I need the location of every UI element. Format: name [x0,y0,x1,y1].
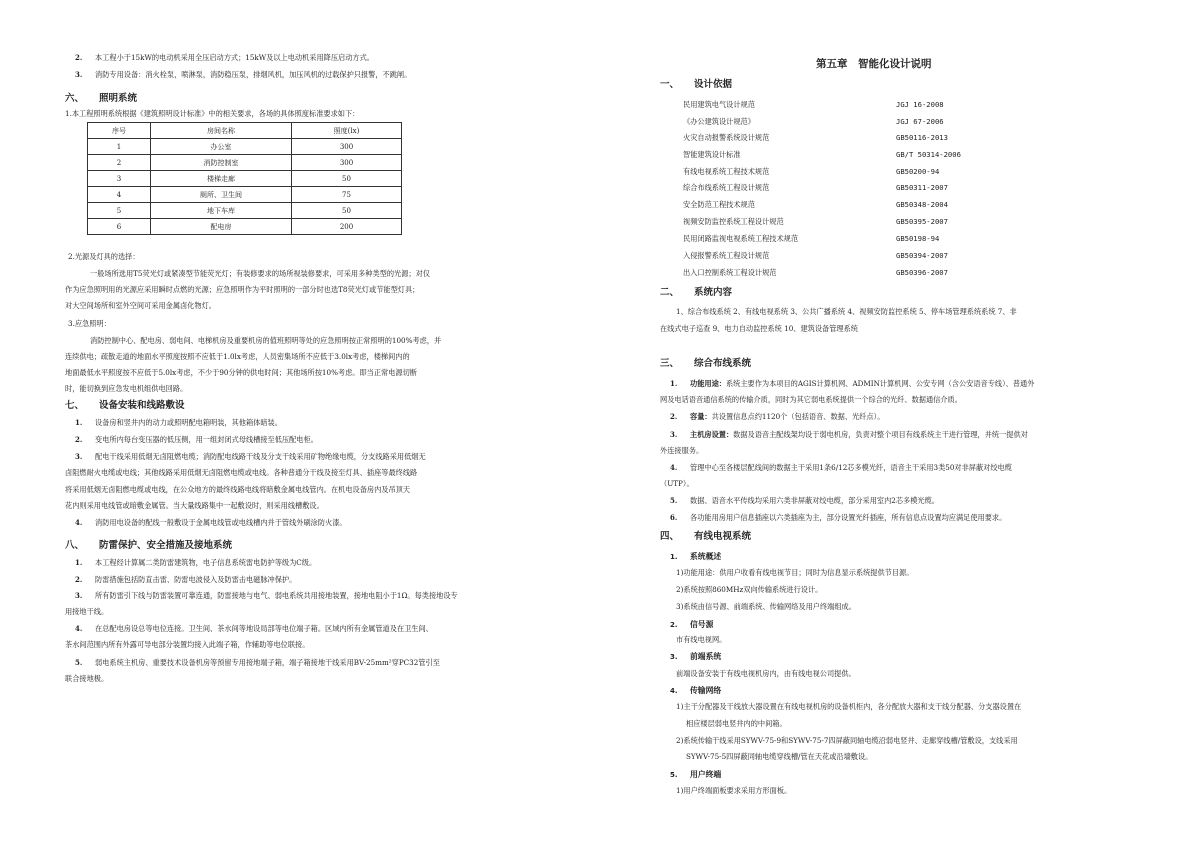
standard-code: JGJ 67-2006 [896,117,944,126]
standard-code: GB50311-2007 [896,183,948,192]
catv-line: 2)系统按照860MHz双向传输系统进行设计。 [676,585,823,594]
lighting-intro: 1.本工程照明系统根据《建筑照明设计标准》中的相关要求，各场的具体照度标准要求如下： [65,109,360,118]
emergency-line: 地面最低水平照度按不应低于5.0lx考虑，不少于90分钟的供电时间；其他场所按10%考虑。即当正常电源切断 [65,368,417,377]
lightning-item-line: 联合接地极。 [65,674,109,683]
section-heading-lighting: 六、 照明系统 [65,93,138,104]
table-cell: 4 [88,187,151,203]
catv-line: 2)系统传输干线采用SYWV-75-9和SYWV-75-7四屏蔽同轴电缆沿弱电竖井、走廊穿线槽/管敷设，支线采用 [676,736,1018,745]
catv-line: 3)系统由信号源、前端系统、传输网络及用户终端组成。 [676,602,856,611]
standard-name: 入侵报警系统工程设计规范 [683,251,770,260]
section-heading-cabling: 三、 综合布线系统 [660,358,752,369]
light-source-line: 对大空间场所和室外空间可采用金属卤化物灯。 [65,301,216,310]
section-heading-catv: 四、 有线电视系统 [660,531,752,542]
cabling-item: 4. 管理中心至各楼层配线间的数据主干采用1条6/12芯多模光纤，语音主干采用3类50对非屏蔽对绞电缆 [670,463,1012,472]
lightning-item-line: 茶水间范围内所有外露可导电部分装置均接入此端子箱，作辅助等电位联接。 [65,640,310,649]
standard-code: GB50200-94 [896,167,940,176]
catv-subheading: 1. 系统概述 [670,552,722,561]
catv-subheading: 2. 信号源 [670,620,714,629]
cabling-item-line: （UTP）。 [660,479,694,488]
table-cell: 300 [292,139,402,155]
table-header-row [88,123,402,139]
standard-code: GB50396-2007 [896,268,948,277]
section-heading-lightning: 八、 防雷保护、安全措施及接地系统 [65,540,233,551]
section-heading-basis: 一、 设计依据 [660,79,733,90]
motor-item-3: 3. 消防专用设备：消火栓泵，喷淋泵，消防稳压泵，排烟风机，加压风机的过载保护只报警，不跳闸。 [75,70,412,79]
table-row [88,155,402,171]
table-cell: 消防控制室 [151,155,292,171]
install-item-line: 花内则采用电线管或暗敷金属管。当大量线路集中一起敷设时，则采用线槽敷设。 [65,501,324,510]
catv-line: SYWV-75-5四屏蔽同轴电缆穿线槽/管在天花或沿墙敷设。 [686,752,873,761]
standard-name: 民用建筑电气设计规范 [683,100,755,109]
catv-line: 相应楼层弱电竖井内的中间箱。 [686,719,787,728]
catv-line: 前端设备安装于有线电视机房内，由有线电视公司提供。 [676,669,856,678]
standard-code: GB50395-2007 [896,217,948,226]
standard-name: 《办公建筑设计规范》 [683,117,755,126]
standard-name: 火灾自动报警系统设计规范 [683,133,770,142]
standard-name: 综合布线系统工程设计规范 [683,183,770,192]
illuminance-table [87,122,402,235]
cabling-item: 5. 数据、语音水平传线均采用六类非屏蔽对绞电缆，部分采用室内2芯多模光缆。 [670,496,939,505]
section-heading-system: 二、 系统内容 [660,287,733,298]
table-cell: 50 [292,203,402,219]
catv-subheading: 5. 用户终端 [670,770,722,779]
table-row [88,171,402,187]
install-item: 1. 设备房和竖井内的动力或照明配电箱明装，其他箱体暗装。 [75,418,282,427]
cabling-item-line: 网及电话语音通信系统的传输介质，同时为其它弱电系统提供一个综合的光纤、数据通信介质。 [660,395,962,404]
install-item: 3. 配电干线采用低烟无卤阻燃电缆；消防配电线路干线及分支干线采用矿物绝缘电缆，分支线路采用低烟无 [75,452,426,461]
cabling-item: 2. 容量：共设置信息点约1120个（包括语音、数据、光纤点）。 [670,412,885,421]
lightning-item: 2. 防雷措施包括防直击雷、防雷电波侵入及防雷击电磁脉冲保护。 [75,575,297,584]
system-content-line: 在线式电子巡查 9、电力自动监控系统 10、建筑设备管理系统 [660,324,858,333]
table-cell: 2 [88,155,151,171]
table-cell: 楼梯走廊 [151,171,292,187]
table-header-cell: 房间名称 [151,123,292,139]
lightning-item-line: 用接地干线。 [65,607,109,616]
table-cell: 300 [292,155,402,171]
table-cell: 配电房 [151,219,292,235]
table-row [88,203,402,219]
table-header-cell: 序号 [88,123,151,139]
light-source-line: 一般场所选用T5荧光灯或紧凑型节能荧光灯；有装修要求的场所视装修要求，可采用多种类型的光源；对仅 [90,269,430,278]
table-header-cell: 照度(lx) [292,123,402,139]
emergency-line: 连续供电；疏散走道的地面水平照度按照不应低于1.0lx考虑，人员密集场所不应低于3.0lx考虑，楼梯间内的 [65,352,410,361]
standard-name: 视频安防监控系统工程设计规范 [683,217,784,226]
cabling-item: 1. 功能用途：系统主要作为本项目的AGIS计算机网、ADMIN计算机网、公安专网（含公安语音专线）、普通外 [670,379,1035,388]
emergency-title: 3.应急照明： [68,319,111,328]
catv-line: 1)主干分配器及干线放大器设置在有线电视机房的设备机柜内，各分配放大器和支干线分配器、分支器设置在 [676,702,1022,711]
system-content-line: 1、综合布线系统 2、有线电视系统 3、公共广播系统 4、视频安防监控系统 5、停车场管理系统系统 7、非 [676,307,1017,316]
lightning-item: 3. 所有防雷引下线与防雷装置可靠连通，防雷接地与电气、弱电系统共用接地装置，接地电阻小于1Ω。每类接地设专 [75,591,458,600]
table-cell: 200 [292,219,402,235]
section-heading-install: 七、 设备安装和线路敷设 [65,400,185,411]
install-item: 4. 消防用电设备的配线一般敷设于金属电线管或电线槽内并于管线外刷涂防火漆。 [75,518,347,527]
table-cell: 1 [88,139,151,155]
standard-name: 智能建筑设计标准 [683,150,741,159]
light-source-title: 2.光源及灯具的选择： [68,252,140,261]
chapter-title: 第五章 智能化设计说明 [816,58,932,70]
catv-line: 市有线电视网。 [676,635,727,644]
light-source-line: 作为应急照明用的光源应采用瞬时点燃的光源；应急照明作为平时照明的一部分时也选T8荧光灯或节能型灯具； [65,285,420,294]
standard-code: GB50394-2007 [896,251,948,260]
table-cell: 地下车库 [151,203,292,219]
standard-code: GB/T 50314-2006 [896,150,961,159]
cabling-item: 3. 主机房设置：数据及语音主配线架均设于弱电机房，负责对整个项目有线系统主干进行管理，并统一提供对 [670,430,1028,439]
emergency-line: 时，能切换到应急发电机组供电回路。 [65,384,188,393]
standard-code: GB50198-94 [896,234,940,243]
install-item: 2. 变电所内每台变压器的低压侧，用一组封闭式母线槽接至低压配电柜。 [75,435,318,444]
install-item-line: 卤阻燃耐火电缆或电线；其他线路采用低烟无卤阻燃电缆或电线。各种普通分干线及接至灯具、插座等最终线路 [65,468,418,477]
table-cell: 3 [88,171,151,187]
table-cell: 75 [292,187,402,203]
table-cell: 厕所、卫生间 [151,187,292,203]
catv-line: 1)用户终端面板要求采用方形面板。 [676,786,792,795]
standard-code: GB50348-2004 [896,200,948,209]
standard-name: 民用闭路监视电视系统工程技术规范 [683,234,799,243]
cabling-item: 6. 各功能用房用户信息插座以六类插座为主，部分设置光纤插座，所有信息点设置均应满足使用要求。 [670,513,1007,522]
standard-name: 有线电视系统工程技术规范 [683,167,770,176]
table-cell: 50 [292,171,402,187]
lightning-item: 5. 弱电系统主机房、重要技术设备机房等预留专用接地端子箱，端子箱接地干线采用BV-25mm²穿PC32管引至 [75,658,440,667]
cabling-item-line: 外连接服务。 [660,446,704,455]
table-cell: 办公室 [151,139,292,155]
catv-line: 1)功能用途：供用户收看有线电视节目；同时为信息显示系统提供节目源。 [676,568,914,577]
standard-code: GB50116-2013 [896,133,948,142]
standard-name: 安全防范工程技术规范 [683,200,755,209]
motor-item-2: 2. 本工程小于15kW的电动机采用全压启动方式；15kW及以上电动机采用降压启动方式。 [75,53,374,62]
table-row [88,219,402,235]
install-item-line: 将采用低烟无卤阻燃电缆或电线，在公众地方的最终线路电线将暗敷金属电线管内。在机电设备房内及吊顶天 [65,485,411,494]
catv-subheading: 3. 前端系统 [670,652,722,661]
table-cell: 5 [88,203,151,219]
catv-subheading: 4. 传输网络 [670,686,722,695]
lightning-item: 1. 本工程经计算属二类防雷建筑物，电子信息系统雷电防护等级为C级。 [75,558,317,567]
standard-code: JGJ 16-2008 [896,100,944,109]
table-cell: 6 [88,219,151,235]
emergency-line: 消防控制中心、配电房、弱电间、电梯机房及重要机房的值班照明等处的应急照明按正常照明的100%考虑，并 [90,336,442,345]
standard-name: 出入口控制系统工程设计规范 [683,268,777,277]
table-row [88,187,402,203]
table-row [88,139,402,155]
lightning-item: 4. 在总配电房设总等电位连接。卫生间、茶水间等地设局部等电位端子箱。区域内所有金属管道及在卫生间、 [75,624,433,633]
